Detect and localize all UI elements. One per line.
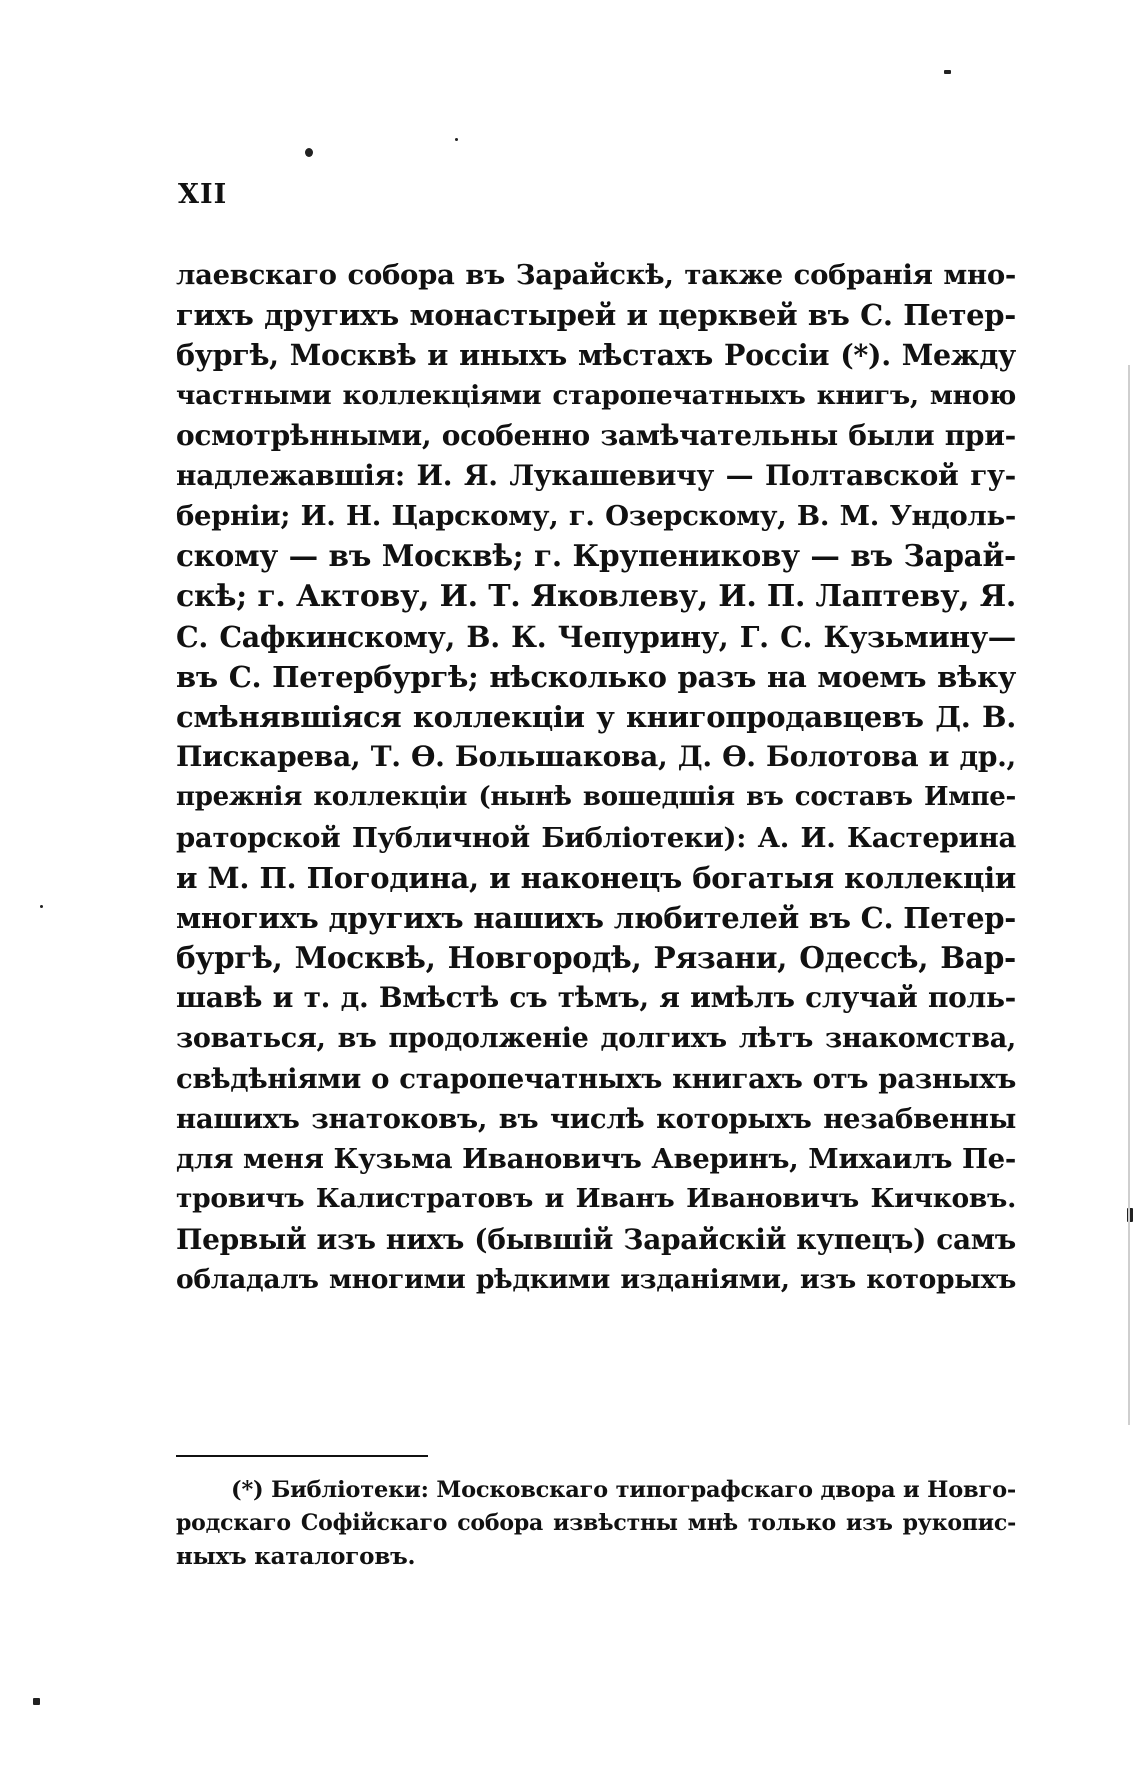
scan-speck	[305, 148, 313, 157]
text-line: для меня Кузьма Ивановичъ Аверинъ, Михаилъ Пе-	[176, 1143, 1016, 1176]
scan-speck	[944, 70, 951, 74]
text-line: тровичъ Калистратовъ и Иванъ Ивановичъ Кичковъ.	[176, 1183, 1016, 1215]
text-line: многихъ другихъ нашихъ любителей въ С. Петер-	[176, 901, 1016, 935]
scan-edge-line	[1128, 365, 1130, 1425]
text-line: нашихъ знатоковъ, въ числѣ которыхъ незабвенны	[176, 1102, 1016, 1135]
scan-speck	[455, 138, 458, 141]
text-line: скому — въ Москвѣ; г. Крупеникову — въ Зарай-	[176, 538, 1016, 574]
text-line: въ С. Петербургѣ; нѣсколько разъ на моемъ вѣку	[176, 659, 1016, 694]
text-line: бургѣ, Москвѣ и иныхъ мѣстахъ Россіи (*). Между	[176, 338, 1016, 373]
text-line: бургѣ, Москвѣ, Новгородѣ, Рязани, Одессѣ, Вар-	[176, 940, 1016, 976]
text-line: зоваться, въ продолженіе долгихъ лѣтъ знакомства,	[176, 1022, 1016, 1054]
text-line: надлежавшія: И. Я. Лукашевичу — Полтавской гу-	[176, 458, 1016, 492]
text-line: осмотрѣнными, особенно замѣчательны были при-	[176, 418, 1016, 452]
page-number: XII	[178, 179, 228, 210]
text-line: смѣнявшіяся коллекціи у книгопродавцевъ Д. В.	[176, 700, 1016, 735]
footnote-divider	[176, 1455, 428, 1457]
text-line: обладалъ многими рѣдкими изданіями, изъ которыхъ	[176, 1263, 1016, 1295]
body-text	[176, 255, 1016, 1300]
text-line: прежнія коллекціи (нынѣ вошедшія въ составъ Импе-	[176, 782, 1016, 813]
footnote	[176, 1474, 1016, 1573]
footnote-line: ныхъ каталоговъ.	[176, 1543, 416, 1570]
text-line: гихъ другихъ монастырей и церквей въ С. Петер-	[176, 298, 1016, 333]
text-line: Пискарева, Т. Ѳ. Большакова, Д. Ѳ. Болотова и др.,	[176, 740, 1016, 774]
text-line: раторской Публичной Библіотеки): А. И. Кастерина	[176, 821, 1016, 854]
scan-speck	[40, 905, 43, 908]
text-line: шавѣ и т. д. Вмѣстѣ съ тѣмъ, я имѣлъ случай поль-	[176, 981, 1016, 1015]
text-line: частными коллекціями старопечатныхъ книгъ, мною	[176, 379, 1016, 411]
text-line: скѣ; г. Актову, И. Т. Яковлеву, И. П. Лаптеву, Я.	[176, 578, 1016, 614]
text-line: свѣдѣніями о старопечатныхъ книгахъ отъ разныхъ	[176, 1062, 1016, 1095]
text-line: С. Сафкинскому, В. К. Чепурину, Г. С. Кузьмину—	[176, 619, 1016, 654]
text-line: Первый изъ нихъ (бывшій Зарайскій купецъ) самъ	[176, 1222, 1016, 1256]
scan-speck	[33, 1698, 40, 1705]
text-line: берніи; И. Н. Царскому, г. Озерскому, В. М. Ундоль-	[176, 500, 1016, 533]
footnote-line: (*) Библіотеки: Московскаго типографскаго двора и Новго-	[231, 1477, 1017, 1503]
text-line: лаевскаго собора въ Зарайскѣ, также собранія мно-	[176, 259, 1016, 291]
text-line: и М. П. Погодина, и наконецъ богатыя коллекціи	[176, 860, 1016, 895]
footnote-line: родскаго Софійскаго собора извѣстны мнѣ только изъ рукопис-	[176, 1510, 1016, 1536]
